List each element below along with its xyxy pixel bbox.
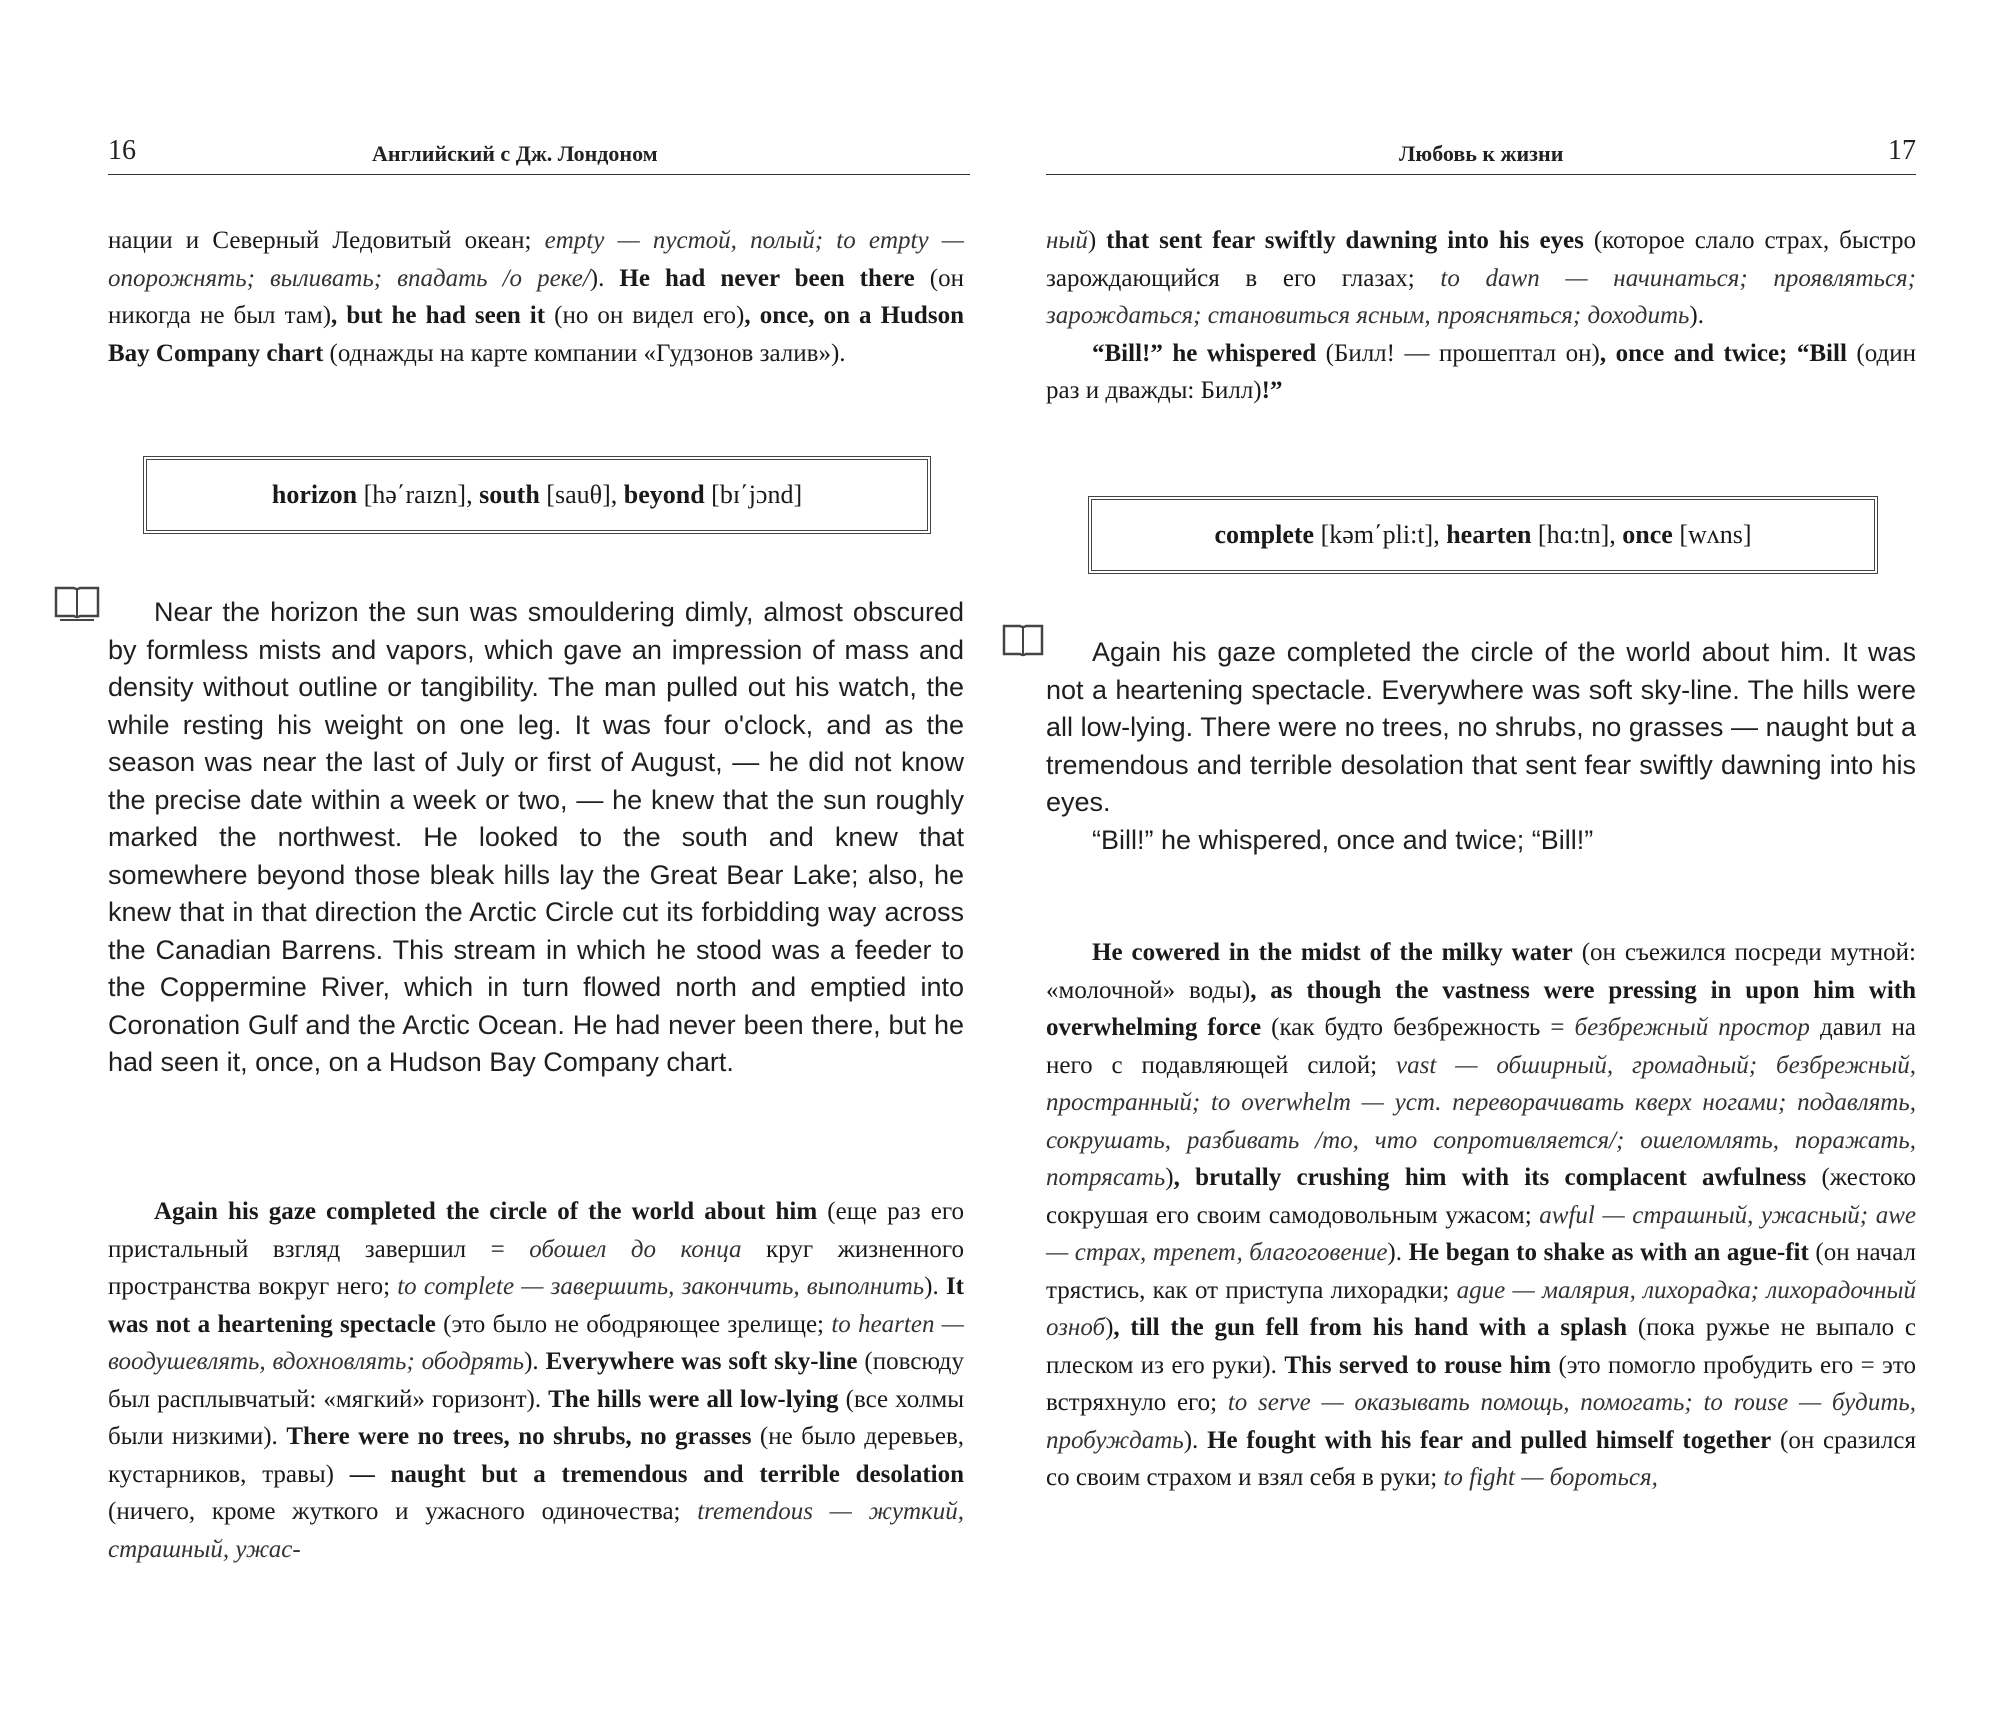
left-page-header	[108, 134, 970, 175]
text-run: [bɪ΄jɔnd]	[704, 480, 803, 509]
english-text: Again his gaze completed the circle of the world about him. It was not a heartening spectacle. Everywhere was soft sky-line. The hills were all low-lying. There were no trees, no shrubs, no grasses — naught but a tremendous and terrible desolation that sent fear swiftly dawning into his eyes.	[1046, 637, 1916, 817]
text-run: (ничего, кроме жуткого и ужасного одиночества;	[108, 1498, 698, 1525]
left-english-passage	[108, 594, 964, 1082]
commentary-paragraph	[1046, 934, 1916, 1497]
text-run: )	[1105, 1314, 1114, 1341]
translation-note: to complete — завершить, закончить, выполнить	[397, 1273, 925, 1300]
text-run: (это помогло пробудить его = это встряхнуло его;	[1046, 1351, 1916, 1416]
right-top-paragraph	[1046, 222, 1916, 410]
text-run: (пока ружье не выпало с плеском из его руки).	[1046, 1314, 1916, 1379]
text-run: ).	[1183, 1426, 1208, 1454]
commentary-paragraph	[108, 222, 964, 372]
english-phrase: — naught but a tremendous and terrible desolation	[349, 1460, 964, 1488]
page-number: 16	[108, 135, 136, 166]
open-book-icon	[1000, 622, 1046, 667]
left-top-paragraph	[108, 222, 964, 372]
text-run: (но он видел его)	[545, 302, 745, 329]
english-phrase: , brutally crushing him with its complacent awfulness	[1173, 1164, 1807, 1191]
commentary-paragraph	[1046, 335, 1916, 410]
text-run: (он съежился посреди мутной: «молочной» воды)	[1046, 939, 1916, 1004]
text-run: [hə΄raɪzn],	[357, 480, 480, 509]
text-run: (однажды на карте компании «Гудзонов залив»).	[323, 339, 846, 367]
text-run: (как будто безбрежность =	[1261, 1014, 1575, 1041]
english-phrase: !”	[1261, 377, 1283, 404]
text-run: ).	[1387, 1239, 1409, 1266]
text-run: (он начал трястись, как от приступа лихорадки;	[1046, 1239, 1917, 1304]
text-run: )	[1087, 227, 1107, 254]
left-bottom-paragraph	[108, 1193, 964, 1568]
translation-note: to dawn — начинаться; проявляться; зарождаться; становиться ясным, проясняться; доходить	[1046, 264, 1916, 329]
text-run: (еще раз его пристальный взгляд завершил =	[108, 1198, 964, 1263]
text-run: )	[1165, 1164, 1174, 1191]
text-run: (один раз и дважды: Билл)	[1046, 339, 1916, 404]
english-phrase: south	[479, 480, 540, 509]
translation-note: awful — страшный, ужасный; awe — страх, трепет, благоговение	[1046, 1201, 1916, 1266]
english-phrase: He cowered in the midst of the milky water	[1092, 939, 1573, 966]
translation-note: vast — обширный, громадный; безбрежный, пространный; to overwhelm — уст. переворачивать кверх ногами; подавлять, сокрушать, разбивать /то, что сопротивляется/; ошеломлять, поражать, потрясать	[1046, 1051, 1916, 1191]
english-phrase: Again his gaze completed the circle of the world about him	[154, 1198, 818, 1225]
english-phrase: It was not a heartening spectacle	[108, 1273, 964, 1338]
text-run: ).	[924, 1273, 946, 1300]
english-phrase: horizon	[271, 480, 358, 509]
right-page	[1000, 0, 2000, 1719]
vocabulary-box	[1088, 496, 1878, 574]
text-run: (Билл! — прошептал он)	[1316, 339, 1600, 367]
english-text: “Bill!” he whispered, once and twice; “Bill!”	[1092, 824, 1594, 855]
english-phrase: , once and twice; “Bill	[1599, 339, 1847, 367]
english-phrase: “Bill!” he whispered	[1092, 339, 1317, 367]
translation-note: обошел до конца	[529, 1235, 742, 1263]
right-english-passage	[1046, 634, 1916, 859]
text-run: нации и Северный Ледовитый океан;	[108, 227, 545, 254]
english-phrase: , but he had seen it	[331, 302, 546, 329]
right-bottom-paragraph	[1046, 934, 1916, 1497]
text-run: давил на него с подавляющей силой;	[1046, 1014, 1916, 1079]
translation-note: ный	[1046, 227, 1088, 254]
translation-note: to fight — бороться,	[1443, 1464, 1658, 1491]
english-phrase: He fought with his fear and pulled himself together	[1207, 1426, 1772, 1454]
english-phrase: hearten	[1446, 520, 1532, 549]
english-phrase: complete	[1214, 520, 1315, 549]
english-phrase: Everywhere was soft sky-line	[545, 1348, 858, 1375]
english-phrase: , till the gun fell from his hand with a splash	[1113, 1314, 1628, 1341]
english-phrase: , as though the vastness were pressing in upon him with overwhelming force	[1046, 976, 1916, 1041]
english-phrase: beyond	[623, 480, 705, 509]
text-run: (он сразился со своим страхом и взял себя в руки;	[1046, 1426, 1916, 1491]
text-run: (которое слало страх, быстро зарождающийся в его глазах;	[1046, 227, 1917, 292]
english-phrase: , once, on a Hudson Bay Company chart	[108, 302, 964, 367]
english-phrase: He had never been there	[619, 264, 915, 292]
english-phrase: There were no trees, no shrubs, no grasses	[286, 1423, 752, 1450]
right-page-header	[1046, 134, 1916, 175]
translation-note: empty — пустой, полый; to empty — опорожнять; выливать; впадать /о реке/	[108, 227, 964, 292]
text-run: ).	[1689, 302, 1704, 329]
running-title: Английский с Дж. Лондоном	[372, 141, 658, 166]
text-run: круг жизненного пространства вокруг него;	[108, 1235, 964, 1300]
translation-note: tremendous — жуткий, страшный, ужас-	[108, 1498, 964, 1563]
text-run: ).	[589, 264, 620, 292]
english-phrase: that sent fear swiftly dawning into his eyes	[1106, 227, 1584, 254]
text-run: (жестоко сокрушая его своим самодовольным ужасом;	[1046, 1164, 1916, 1229]
running-title: Любовь к жизни	[1399, 141, 1564, 166]
english-phrase: This served to rouse him	[1284, 1351, 1552, 1379]
text-run: [sauθ],	[539, 480, 624, 509]
text-run: [kəm΄pli:t],	[1314, 520, 1447, 549]
english-phrase: The hills were all low-lying	[548, 1385, 839, 1413]
text-run: ).	[524, 1348, 546, 1375]
open-book-icon	[52, 584, 102, 629]
translation-note: безбрежный простор	[1574, 1014, 1810, 1041]
vocabulary-box	[143, 456, 931, 534]
text-run: (не было деревьев, кустарников, травы)	[108, 1423, 964, 1488]
english-phrase: once	[1622, 520, 1673, 549]
english-text: Near the horizon the sun was smouldering dimly, almost obscured by formless mists and vapors, which gave an impression of mass and density without outline or tangibility. The man pulled out his watch, the while resting his weight on one leg. It was four o'clock, and as the season was near the last of July or first of August, — he did not know the precise date within a week or two, — he knew that the sun roughly marked the northwest. He looked to the south and knew that somewhere beyond those bleak hills lay the Great Bear Lake; also, he knew that in that direction the Arctic Circle cut its forbidding way across the Canadian Barrens. This stream in which he stood was a feeder to the Coppermine River, which in turn flowed north and emptied into Coronation Gulf and the Arctic Ocean. He had never been there, but he had seen it, once, on a Hudson Bay Company chart.	[108, 597, 964, 1077]
translation-note: to serve — оказывать помощь, помогать; to rouse — будить, пробуждать	[1046, 1389, 1917, 1454]
text-run: (это было не ободряющее зрелище;	[435, 1310, 832, 1338]
text-run: (он никогда не был там)	[108, 264, 964, 329]
commentary-paragraph	[1046, 222, 1916, 335]
text-run: [hɑ:tn],	[1531, 520, 1623, 549]
translation-note: ague — малярия, лихорадка; лихорадочный озноб	[1046, 1276, 1916, 1341]
commentary-paragraph	[108, 1193, 964, 1568]
page-number: 17	[1888, 135, 1916, 166]
text-run: (все холмы были низкими).	[108, 1385, 964, 1450]
text-run: [wʌns]	[1672, 520, 1752, 549]
translation-note: to hearten — воодушевлять, вдохновлять; ободрять	[108, 1310, 965, 1375]
english-phrase: He began to shake as with an ague-fit	[1408, 1239, 1809, 1266]
text-run: (повсюду был расплывчатый: «мягкий» горизонт).	[108, 1348, 965, 1413]
